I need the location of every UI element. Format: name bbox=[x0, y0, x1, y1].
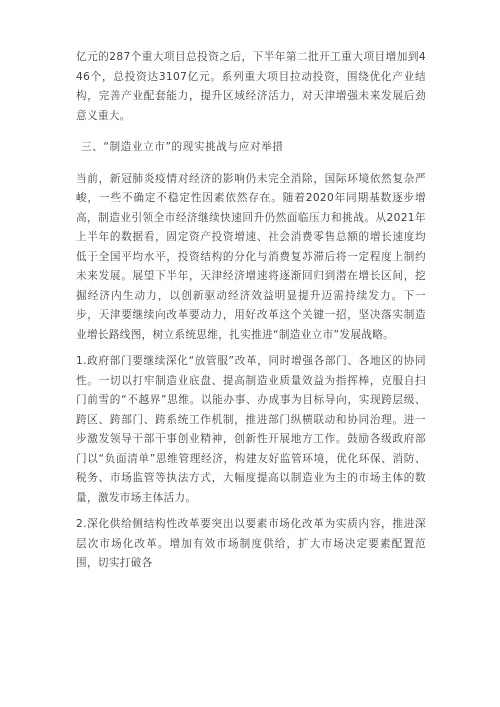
section-heading: 三、“制造业立市”的现实挑战与应对举措 bbox=[81, 141, 284, 153]
paragraph-investment: 亿元的287个重大项目总投资之后，下半年第二批开工重大项目增加到446个，总投资达3107亿元。系列重大项目拉动投资，围绕优化产业结构，完善产业配套能力，提升区域经济活力，对天津增强未来发展后劲意义重大。 bbox=[76, 51, 426, 122]
paragraph-point-2: 2.深化供给侧结构性改革要突出以要素市场化改革为实质内容，推进深层次市场化改革。增加有效市场制度供给，扩大市场决定要素配置范围，切实打破各 bbox=[76, 518, 426, 569]
document-page bbox=[76, 48, 426, 574]
paragraph-point-1: 1.政府部门要继续深化“放管服”改革，同时增强各部门、各地区的协同性。一切以打牢制造业底盘、提高制造业质量效益为指挥棒，克服自扫门前雪的“不越界”思维。以能办事、办成事为目标导向，实现跨层级、跨区、跨部门、跨系统工作机制，推进部门纵横联动和协同治理。进一步激发领导干部干事创业精神，创新性开展地方工作。鼓励各级政府部门以“负面清单”思维管理经济，构建友好监管环境，优化环保、消防、税务、市场监管等执法方式，大幅度提高以制造业为主的市场主体的数量，激发市场主体活力。 bbox=[76, 355, 426, 504]
paragraph-challenges: 当前，新冠肺炎疫情对经济的影响仍未完全消除，国际环境依然复杂严峻，一些不确定不稳定性因素依然存在。随着2020年同期基数逐步增高，制造业引领全市经济继续快速回升仍然面临压力和挑战。从2021年上半年的数据看，固定资产投资增速、社会消费零售总额的增长速度均低于全国平均水平，投资结构的分化与消费复苏滞后将一定程度上制约未来发展。展望下半年，天津经济增速将逐渐回归到潜在增长区间，挖掘经济内生动力，以创新驱动经济效益明显提升迈需持续发力。下一步，天津要继续向改革要动力，用好改革这个关键一招，坚决落实制造业增长路线图，树立系统思维，扎实推进“制造业立市”发展战略。 bbox=[76, 172, 426, 341]
